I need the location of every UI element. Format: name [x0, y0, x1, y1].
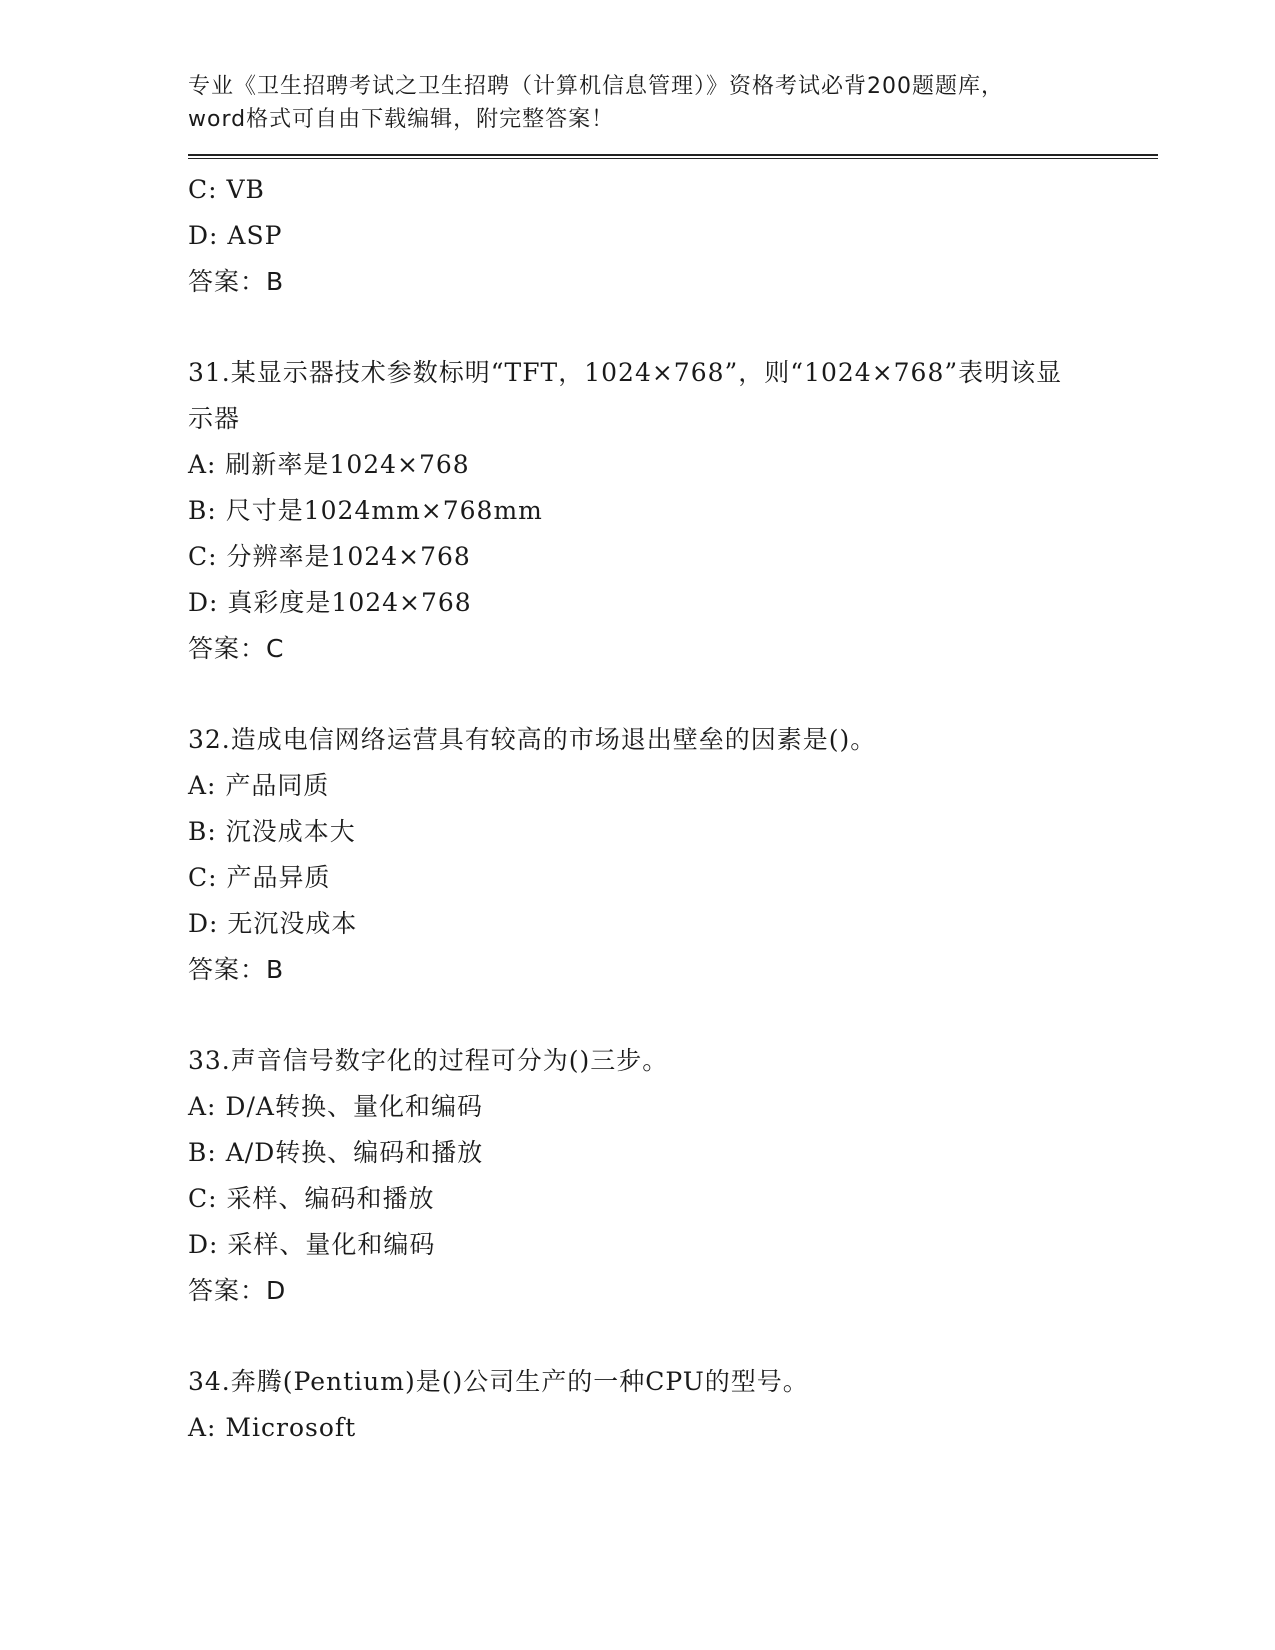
question-list — [188, 167, 1158, 1451]
option-b: B: 尺寸是1024mm×768mm — [188, 496, 543, 525]
spacer — [188, 305, 1158, 350]
option-d: D: 采样、量化和编码 — [188, 1230, 436, 1259]
option-a: A: Microsoft — [188, 1413, 357, 1442]
spacer — [188, 1314, 1158, 1359]
spacer — [188, 993, 1158, 1038]
option-a: A: D/A转换、量化和编码 — [188, 1092, 483, 1121]
option-d: D: 无沉没成本 — [188, 909, 358, 938]
option-a: A: 刷新率是1024×768 — [188, 450, 470, 479]
header-line-1: 专业《卫生招聘考试之卫生招聘（计算机信息管理）》资格考试必背200题题库， — [188, 74, 1004, 99]
question-30 — [188, 167, 1158, 305]
document-page — [188, 70, 1158, 1451]
question-33 — [188, 1038, 1158, 1314]
question-31 — [188, 350, 1158, 672]
question-32 — [188, 717, 1158, 993]
header-line-2: word格式可自由下载编辑，附完整答案！ — [188, 107, 615, 132]
answer: 答案：D — [188, 1276, 287, 1305]
question-34 — [188, 1359, 1158, 1451]
option-c: C: 分辨率是1024×768 — [188, 542, 471, 571]
option-d: D: ASP — [188, 221, 283, 250]
spacer — [188, 672, 1158, 717]
answer: 答案：B — [188, 267, 285, 296]
option-d: D: 真彩度是1024×768 — [188, 588, 472, 617]
question-stem: 32.造成电信网络运营具有较高的市场退出壁垒的因素是()。 — [188, 725, 877, 754]
option-b: B: A/D转换、编码和播放 — [188, 1138, 484, 1167]
option-c: C: VB — [188, 175, 265, 204]
header-divider — [188, 154, 1158, 159]
option-b: B: 沉没成本大 — [188, 817, 356, 846]
answer: 答案：C — [188, 634, 285, 663]
option-c: C: 产品异质 — [188, 863, 331, 892]
option-c: C: 采样、编码和播放 — [188, 1184, 435, 1213]
answer: 答案：B — [188, 955, 285, 984]
question-stem: 33.声音信号数字化的过程可分为()三步。 — [188, 1046, 669, 1075]
question-stem: 31.某显示器技术参数标明“TFT，1024×768”，则“1024×768”表明该显示器 — [188, 358, 1063, 433]
document-header — [188, 70, 1158, 136]
question-stem: 34.奔腾(Pentium)是()公司生产的一种CPU的型号。 — [188, 1367, 809, 1396]
option-a: A: 产品同质 — [188, 771, 330, 800]
